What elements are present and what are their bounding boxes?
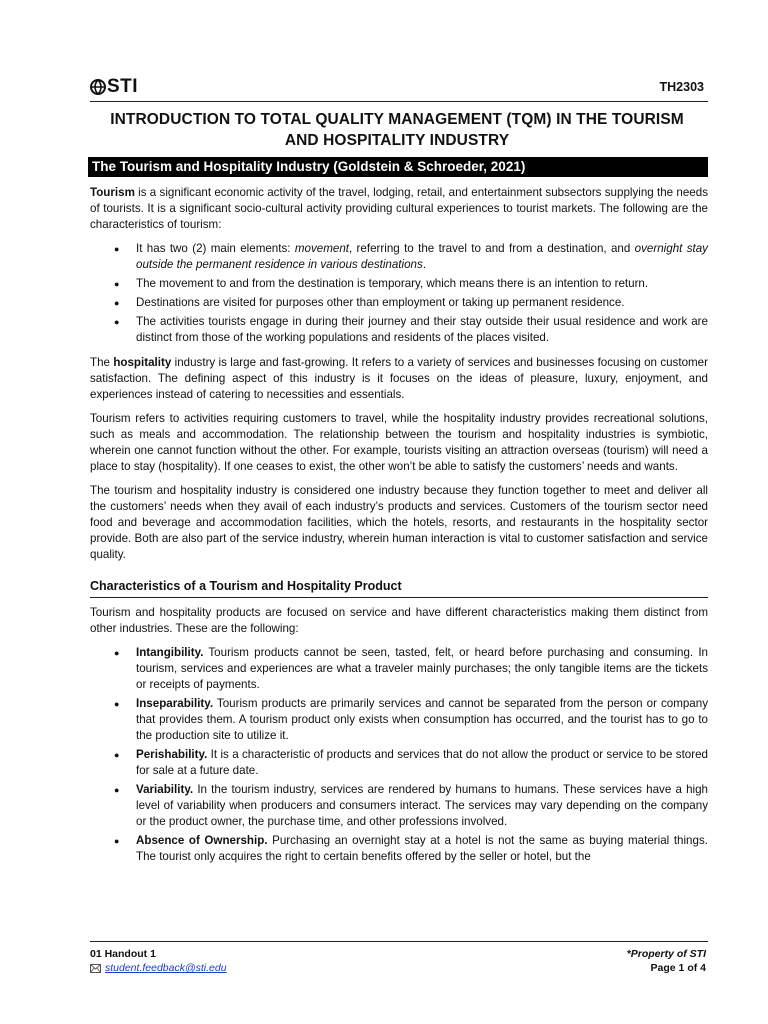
list-item: ● Intangibility. Tourism products cannot be seen, tasted, felt, or heard before purchasing and consuming. In tourism, services and experiences are what a traveler mainly purchases; the only tangible items are the tickets or receipts of payments.: [114, 646, 708, 691]
title-line-1: INTRODUCTION TO TOTAL QUALITY MANAGEMENT (TQM) IN THE TOURISM: [110, 111, 684, 128]
list-item: ● It has two (2) main elements: movement, referring to the travel to and from a destination, and overnight stay outside the permanent residence in various destinations.: [114, 242, 708, 271]
one-industry-paragraph: The tourism and hospitality industry is considered one industry because they function together to meet and deliver all the customers’ needs when they avail of each industry’s products and services. Customers of the tourism sector need food and beverage and accommodation facilities, which the hotels, resorts, and restaurants in the hospitality sector provide. Both are also part of the service industry, wherein human interaction is vital to customer satisfaction and service quality.: [90, 484, 708, 561]
envelope-icon: [90, 964, 101, 973]
list-item: ● The activities tourists engage in during their journey and their stay outside their usual residence and work are distinct from those of the working populations and residents of the places visited.: [114, 315, 708, 344]
document-code: TH2303: [659, 80, 704, 94]
sti-globe-icon: [90, 79, 106, 95]
hospitality-paragraph: The hospitality industry is large and fast-growing. It refers to a variety of services and businesses focusing on customer satisfaction. The defining aspect of this industry is it focuses on the ideas of pleasure, luxury, enjoyment, and experiences instead of catering to necessities and essentials.: [90, 356, 708, 401]
relationship-paragraph: Tourism refers to activities requiring customers to travel, while the hospitality industry provides recreational solutions, such as meals and accommodation. The relationship between the tourism and hospitality industries is symbiotic, wherein one cannot function without the other. For example, tourists visiting an attraction overseas (tourism) will need a place to stay (hospitality). If one ceases to exist, the other won’t be able to satisfy the customers’ needs and wants.: [90, 412, 708, 473]
bullet-icon: ●: [114, 750, 120, 760]
document-body: [90, 185, 708, 874]
footer-rule: [90, 941, 708, 942]
bullet-icon: ●: [114, 317, 120, 327]
list-item: ● Destinations are visited for purposes other than employment or taking up permanent residence.: [114, 296, 625, 309]
bullet-icon: ●: [114, 836, 120, 846]
bullet-icon: ●: [114, 244, 120, 254]
property-label: *Property of STI: [626, 948, 706, 960]
sti-logo: [90, 76, 138, 98]
section-banner: The Tourism and Hospitality Industry (Goldstein & Schroeder, 2021): [88, 157, 708, 177]
term-hospitality: hospitality: [113, 356, 172, 369]
footer-right: [627, 947, 706, 975]
email-link[interactable]: student.feedback@sti.edu: [105, 962, 227, 974]
logo-text: STI: [107, 76, 139, 97]
footer-left: [90, 947, 227, 975]
list-item: ● The movement to and from the destination is temporary, which means there is an intention to return.: [114, 277, 649, 290]
bullet-icon: ●: [114, 279, 120, 289]
intro-paragraph: Tourism is a significant economic activity of the travel, lodging, retail, and entertainment subsectors supplying the needs of tourists. It is a significant socio-cultural activity providing cultural experiences to tourist markets. The following are the characteristics of tourism:: [90, 186, 708, 231]
handout-label: 01 Handout 1: [90, 948, 156, 960]
product-characteristics-list: [90, 645, 708, 865]
list-item: ● Absence of Ownership. Purchasing an overnight stay at a hotel is not the same as buying material things. The tourist only acquires the right to certain benefits offered by the seller or hotel, but the: [114, 834, 708, 863]
bullet-icon: ●: [114, 298, 120, 308]
term-tourism: Tourism: [90, 186, 135, 199]
title-line-2: AND HOSPITALITY INDUSTRY: [284, 132, 510, 149]
list-item: ● Variability. In the tourism industry, services are rendered by humans to humans. These services have a high level of variability when producers and consumers interact. The services may vary depending on the company or the product owner, the purchase time, and other professions involved.: [114, 783, 708, 828]
list-item: ● Inseparability. Tourism products are primarily services and cannot be separated from the person or company that provides them. A tourism product only exists when consumption has occurred, and the tourist has to go to the production site to utilize it.: [114, 697, 708, 742]
tourism-characteristics-list: [90, 241, 708, 346]
header-rule: [90, 101, 708, 102]
page-number: Page 1 of 4: [650, 962, 706, 974]
list-item: ● Perishability. It is a characteristic of products and services that do not allow the product or service to be stored for sale at a future date.: [114, 748, 708, 777]
footer-email: [90, 961, 227, 975]
document-title: [86, 109, 708, 151]
products-paragraph: Tourism and hospitality products are focused on service and have different characteristics making them distinct from other industries. These are the following:: [90, 606, 708, 635]
bullet-icon: ●: [114, 785, 120, 795]
subheading: Characteristics of a Tourism and Hospitality Product: [90, 578, 708, 598]
bullet-icon: ●: [114, 648, 120, 658]
bullet-icon: ●: [114, 699, 120, 709]
